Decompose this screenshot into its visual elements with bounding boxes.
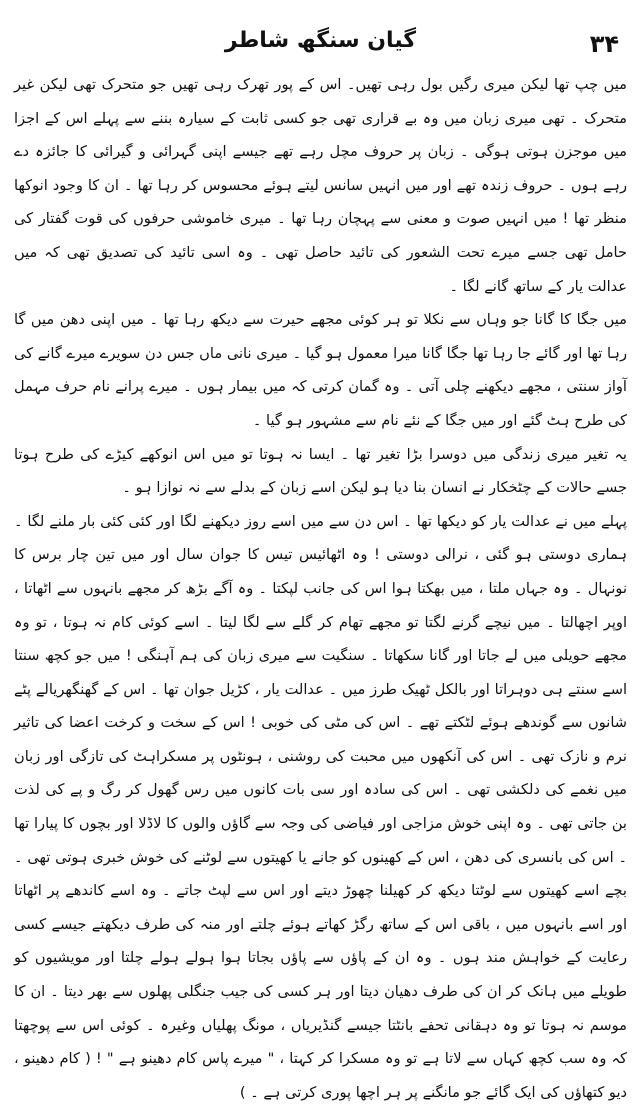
paragraph-3: یہ تغیر میری زندگی میں دوسرا بڑا تغیر تھا ۔ ایسا نہ ہوتا تو میں اس انوکھے کیڑے کی طرح ہوتا جسے حالات کے چٹخکار نے انسان بنا دیا ہو لیکن اسے زبان کے بدلے سے نہ نوازا ہو ۔ (14, 445, 627, 497)
paragraph-2: میں جگا کا گانا جو وہاں سے نکلا تو ہر کوئی مجھے حیرت سے دیکھ رہا تھا ۔ میں اپنی دھن میں گا رہا تھا اور گائے جا رہا تھا جگا گانا میرا معمول ہو گیا ۔ میری نانی ماں جس دن سویرے میرے گانے کی آواز سنتی ، مجھے دیکھنے چلی آتی ۔ وہ گمان کرتی کہ میں بیمار ہوں ۔ میرے پرانے نام حرف مہمل کی طرح ہٹ گئے اور میں جگا کے نئے نام سے مشہور ہو گیا ۔ (14, 311, 627, 429)
running-title: گیان سنگھ شاطر (224, 28, 417, 53)
page-header (0, 26, 641, 66)
body-text (14, 68, 627, 1101)
paragraph-4: پہلے میں نے عدالت یار کو دیکھا تھا ۔ اس دن سے میں اسے روز دیکھنے لگا اور کئی کئی بار ملنے لگا ۔ ہماری دوستی ہو گئی ، نرالی دوستی ! وہ اٹھائیس تیس کا جوان سال اور میں تین چار برس کا نونہال ۔ وہ جہاں ملتا ، میں بھکتا ہوا اس کی جانب لپکتا ۔ وہ آگے بڑھ کر مجھے بانہوں سے اٹھاتا ، اوپر اچھالتا ۔ میں نیچے گرنے لگتا تو مجھے تھام کر گلے سے لگا لیتا ۔ اسے کوئی کام نہ ہوتا ، تو وہ مجھے حویلی میں لے جاتا اور گانا سکھاتا ۔ سنگیت سے میری زبان کی ہم آہنگی ! میں جو کچھ سنتا اسے سنتے ہی دوہراتا اور بالکل ٹھیک طرز میں ۔ عدالت یار ، کڑیل جوان تھا ۔ اس کے گھنگھریالے پٹے شانوں سے گوندھے ہوئے لٹکتے تھے ۔ اس کی مٹی کی خوبی ! اس کے سخت و کرخت اعضا کی تاثیر نرم و نازک تھی ۔ اس کی آنکھوں میں محبت کی روشنی ، ہونٹوں پر مسکراہٹ کی تازگی اور زبان میں نغمے کی دلکشی تھی ۔ اس کی سادہ اور سی بات کانوں میں رس گھول کر رگ و پے کی لذت بن جاتی تھی ۔ وہ اپنی خوش مزاجی اور فیاضی کی وجہ سے گاؤں والوں کا لاڈلا اور بچوں کا پیارا تھا ۔ اس کی بانسری کی دھن ، اس کے کھینوں کو جانے یا کھیتوں سے لوٹنے کی خوش خبری ہوتی تھی ۔ بچے اسے کھیتوں سے لوٹتا دیکھ کر کھیلنا چھوڑ دیتے اور اس سے لپٹ جاتے ۔ وہ اسے کاندھے پر اٹھاتا اور اسے بانہوں میں ، باقی اس کے ساتھ رگڑ کھاتے ہوئے چلتے اور منہ کی طرف دیکھتے جیسے کسی رعایت کے خواہش مند ہوں ۔ وہ ان کے پاؤں سے پاؤں بجاتا ہوا ہولے ہولے چلتا اور مویشیوں کو طویلے میں ہانک کر ان کی طرف دھیان دیتا اور ہر کسی کی جیب جنگلی پھلوں سے بھر دیتا ۔ ان کا موسم نہ ہوتا تو وہ دہقانی تحفے بانٹتا جیسے گنڈیریاں ، مونگ پھلیاں وغیرہ ۔ کوئی اس سے پوچھتا کہ وہ سب کچھ کہاں سے لاتا ہے تو وہ مسکرا کر کہتا ، " میرے پاس کام دھینو ہے " ! ( کام دھینو ، دیو کتھاؤں کی ایک گائے جو مانگنے پر ہر اچھا پوری کرتی ہے ۔ ) (14, 512, 627, 1101)
page-number: ۳۴ (589, 30, 619, 58)
paragraph-1: میں چپ تھا لیکن میری رگیں بول رہی تھیں۔ اس کے پور تھرک رہی تھیں جو متحرک تھی لیکن غیر متحرک ۔ تھی میری زبان میں وہ بے قراری تھی جو کسی ثابت کے سیارہ بننے سے پہلے اس کے اجزا میں موجزن ہوتی ہوگی ۔ زبان پر حروف مچل رہے تھے جیسے اپنی گہرائی و گیرائی کا جائزہ دے رہے ہوں ۔ حروف زندہ تھے اور میں انہیں سانس لیتے ہوئے محسوس کر رہا تھا ۔ ان کا وجود انوکھا منظر تھا ! میں انہیں صوت و معنی سے پہچان رہا تھا ۔ میری خاموشی حرفوں کی قوت گفتار کی حامل تھی جسے میرے تحت الشعور کی تائید حاصل تھی ۔ وہ اسی تائید کی تصدیق تھی کہ میں عدالت یار کے ساتھ گانے لگا ۔ (14, 76, 627, 295)
